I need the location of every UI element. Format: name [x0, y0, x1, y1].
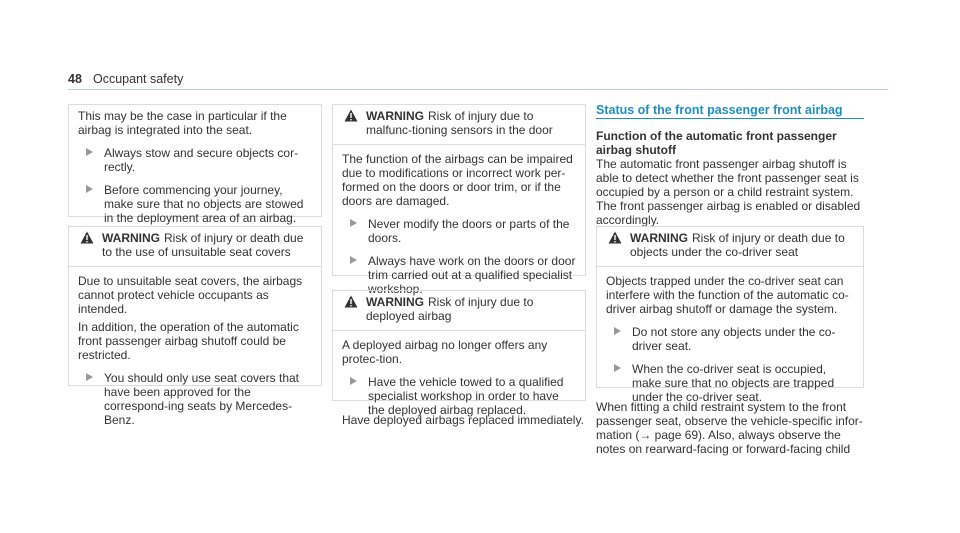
arrow-bullet-icon	[614, 327, 621, 335]
list-item-text: When the co-driver seat is occupied, make sure that no objects are trapped under the co-driver seat.	[632, 362, 835, 404]
warning-heading: Risk of injury or death due to the use of unsuitable seat covers	[102, 231, 304, 259]
warning-heading: Risk of injury due to malfunc-tioning sensors in the door	[366, 109, 553, 137]
list-item-text: Never modify the doors or parts of the doors.	[368, 217, 570, 245]
warning-header	[606, 231, 854, 259]
warning-text: Due to unsuitable seat covers, the airbags cannot protect vehicle occupants as intended.	[78, 274, 303, 316]
warning-triangle-icon	[344, 295, 358, 308]
body-text: The automatic front passenger airbag shutoff is able to detect whether the front passenger seat is occupied by a person or a child restraint system. The front passenger airbag is enabled or disabled accordingly.	[596, 157, 861, 227]
body-text: When fitting a child restraint system to the front passenger seat, observe the vehicle-specific infor-mation (→ page 69). Also, always observe the notes on rearward-facing or forward-facing child	[596, 400, 863, 456]
list-item-text: Before commencing your journey, make sure that no objects are stowed in the deployment area of an airbag.	[104, 183, 304, 225]
warning-text: In addition, the operation of the automatic front passenger airbag shutoff could be restricted.	[78, 320, 299, 362]
list-item-text: Always stow and secure objects cor-rectly.	[104, 146, 299, 174]
list-item	[342, 217, 576, 245]
list-item-text: Always have work on the doors or door trim carried out at a qualified specialist workshop.	[368, 254, 576, 296]
warning-text: A deployed airbag no longer offers any protec-tion.	[342, 338, 548, 366]
warning-box-door-sensors	[332, 104, 586, 296]
body-text: Have deployed airbags replaced immediately.	[342, 413, 584, 427]
warning-header	[342, 109, 576, 137]
list-item-text: Have the vehicle towed to a qualified specialist workshop in order to have the deployed airbag replaced.	[368, 375, 564, 417]
list-item-text: You should only use seat covers that have been approved for the correspond-ing seats by Mercedes-Benz.	[104, 371, 300, 427]
list-item	[606, 362, 854, 404]
info-box	[68, 104, 322, 225]
warning-label: WARNING	[366, 109, 424, 123]
arrow-bullet-icon	[350, 219, 357, 227]
list-item	[606, 325, 854, 353]
warning-divider	[597, 266, 863, 267]
warning-box-objects	[596, 226, 864, 404]
arrow-bullet-icon	[86, 373, 93, 381]
warning-label: WARNING	[102, 231, 160, 245]
list-item	[78, 183, 313, 225]
warning-header	[342, 295, 576, 323]
warning-triangle-icon	[80, 231, 94, 244]
warning-label: WARNING	[630, 231, 688, 245]
warning-heading: Risk of injury or death due to objects under the co-driver seat	[630, 231, 845, 259]
page-number: 48	[68, 72, 82, 86]
warning-heading: Risk of injury due to deployed airbag	[366, 295, 534, 323]
subheading: Function of the automatic front passenger airbag shutoff	[596, 129, 837, 157]
arrow-bullet-icon	[614, 364, 621, 372]
list-item	[78, 371, 312, 427]
page-title: Occupant safety	[93, 72, 184, 86]
section-title-underline	[596, 118, 864, 119]
warning-text: The function of the airbags can be impaired due to modifications or incorrect work per-formed on the doors or door trim, or if the doors are damaged.	[342, 152, 573, 208]
arrow-bullet-icon	[86, 148, 93, 156]
info-intro: This may be the case in particular if the airbag is integrated into the seat.	[78, 109, 287, 137]
arrow-bullet-icon	[86, 185, 93, 193]
list-item-text: Do not store any objects under the co-driver seat.	[632, 325, 836, 353]
warning-box-seat-covers	[68, 226, 322, 427]
warning-divider	[333, 144, 585, 145]
warning-label: WARNING	[366, 295, 424, 309]
section-title: Status of the front passenger front airbag	[596, 103, 843, 117]
warning-triangle-icon	[344, 109, 358, 122]
page-header	[68, 72, 888, 90]
header-divider	[68, 89, 888, 90]
warning-triangle-icon	[608, 231, 622, 244]
warning-divider	[69, 266, 321, 267]
arrow-bullet-icon	[350, 256, 357, 264]
warning-box-deployed-airbag	[332, 290, 586, 417]
list-item	[342, 375, 576, 417]
warning-divider	[333, 330, 585, 331]
list-item	[78, 146, 313, 174]
warning-header	[78, 231, 312, 259]
arrow-bullet-icon	[350, 377, 357, 385]
warning-text: Objects trapped under the co-driver seat can interfere with the function of the automatic co-driver airbag shutoff or damage the system.	[606, 274, 849, 316]
function-section	[596, 129, 864, 227]
